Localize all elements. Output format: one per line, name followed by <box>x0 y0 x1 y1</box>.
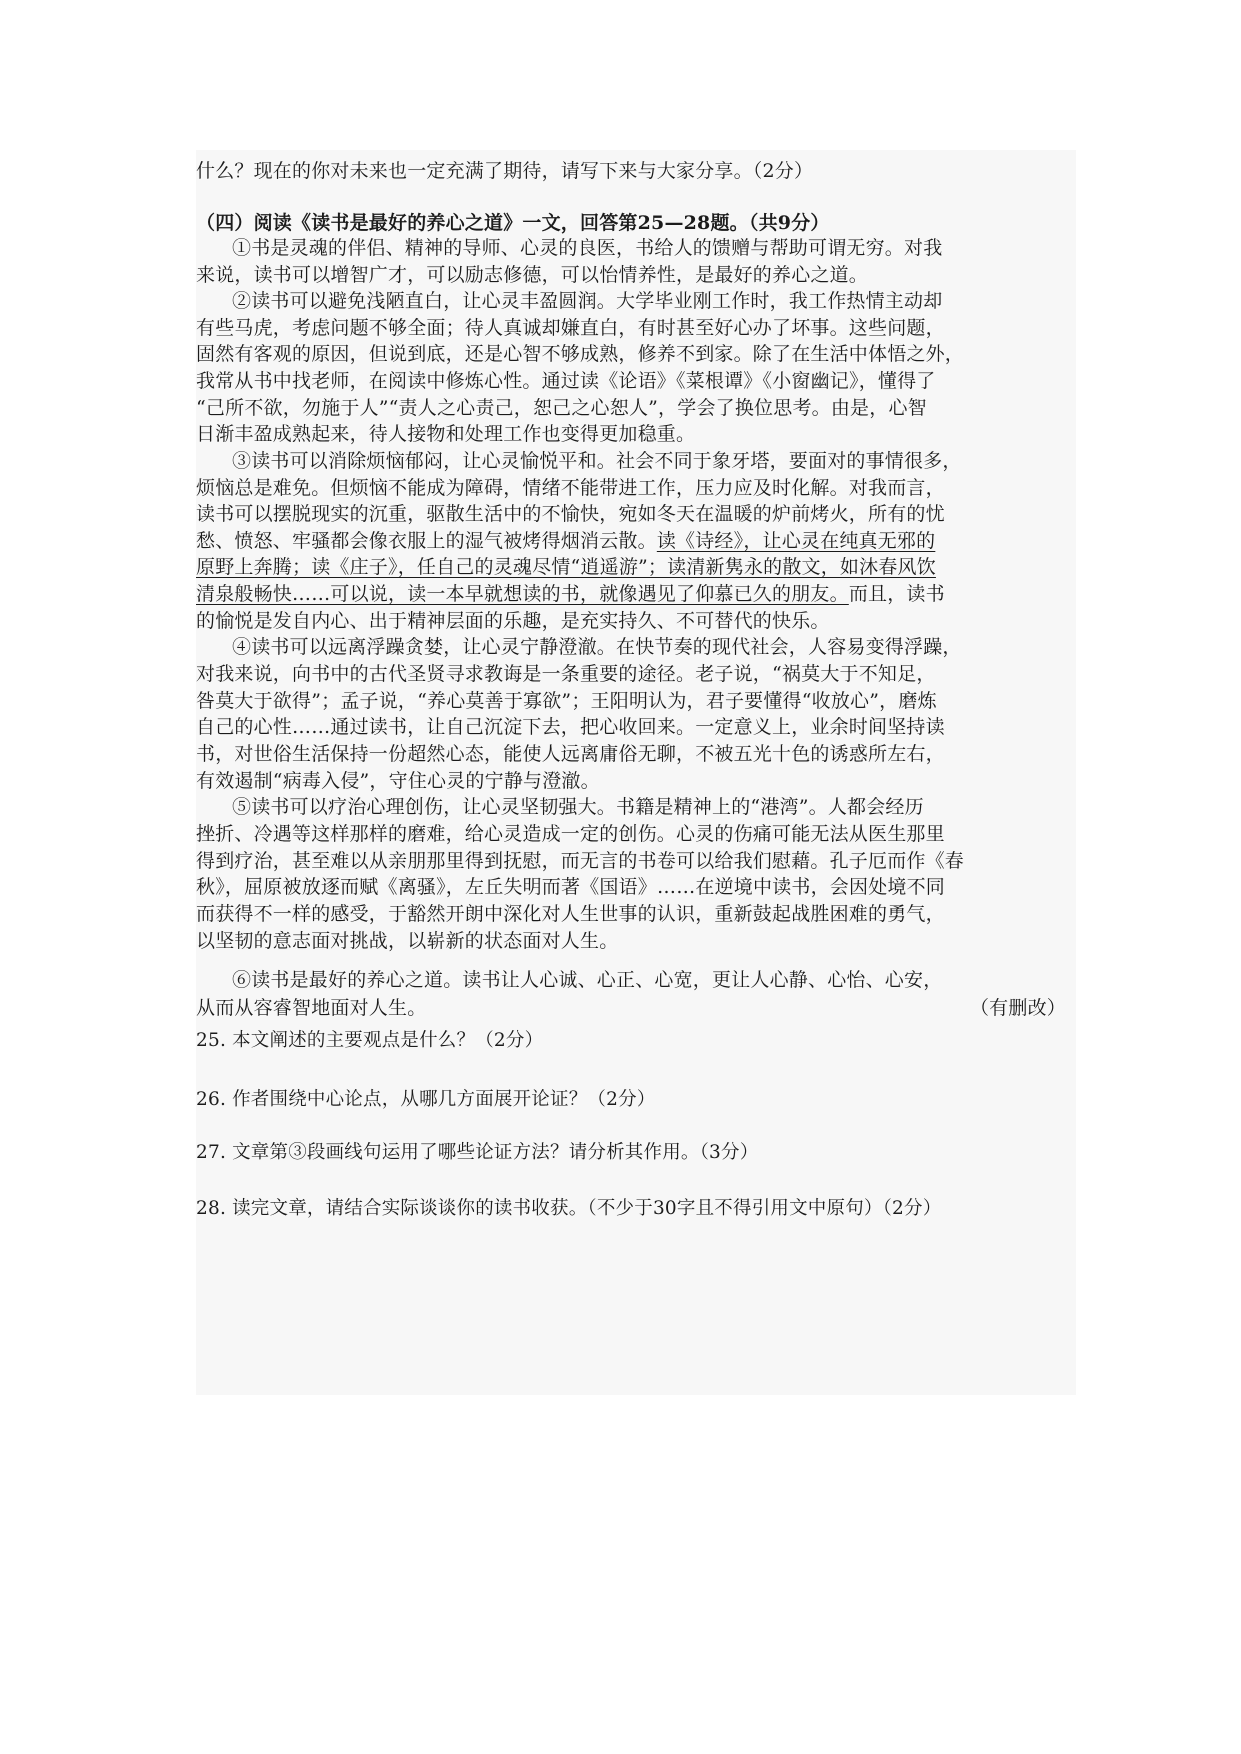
paragraph-4-line: 对我来说，向书中的古代圣贤寻求教诲是一条重要的途径。老子说，“祸莫大于不知足， <box>196 663 936 685</box>
underlined-sentence: 读《诗经》，让心灵在纯真无邪的 <box>656 530 936 552</box>
paragraph-5-line: 秋》，屈原被放逐而赋《离骚》，左丘失明而著《国语》……在逆境中读书，会因处境不同 <box>196 876 946 898</box>
paragraph-3-line: 烦恼总是难免。但烦恼不能成为障碍，情绪不能带进工作，压力应及时化解。对我而言， <box>196 477 945 499</box>
question-28: 28. 读完文章，请结合实际谈谈你的读书收获。（不少于30字且不得引用文中原句）（2分） <box>196 1198 942 1219</box>
paragraph-2-line: 固然有客观的原因，但说到底，还是心智不够成熟，修养不到家。除了在生活中体悟之外， <box>196 343 965 365</box>
scanned-exam-page <box>196 150 1076 1395</box>
paragraph-4-line: ④读书可以远离浮躁贪婪，让心灵宁静澄澈。在快节奏的现代社会，人容易变得浮躁， <box>232 636 962 658</box>
paragraph-3-line: ③读书可以消除烦恼郁闷，让心灵愉悦平和。社会不同于象牙塔，要面对的事情很多， <box>232 450 962 472</box>
paragraph-6-line: ⑥读书是最好的养心之道。读书让人心诚、心正、心宽，更让人心静、心怡、心安， <box>232 969 943 991</box>
paragraph-2-line: 我常从书中找老师，在阅读中修炼心性。通过读《论语》《菜根谭》《小窗幽记》，懂得了 <box>196 370 936 392</box>
paragraph-3-line: 读书可以摆脱现实的沉重，驱散生活中的不愉快，宛如冬天在温暖的炉前烤火，所有的忧 <box>196 503 945 525</box>
paragraph-1-line: ①书是灵魂的伴侣、精神的导师、心灵的良医，书给人的馈赠与帮助可谓无穷。对我 <box>232 237 943 259</box>
paragraph-5-line: 以坚韧的意志面对挑战，以崭新的状态面对人生。 <box>196 930 619 952</box>
paragraph-6-line <box>196 995 1076 1021</box>
paragraph-3-plain-text: 而且，读书 <box>848 583 945 605</box>
underlined-sentence: 清泉般畅快……可以说，读一本早就想读的书，就像遇见了仰慕已久的朋友。 <box>196 583 849 605</box>
paragraph-4-line: 书，对世俗生活保持一份超然心态，能使人远离庸俗无聊，不被五光十色的诱惑所左右， <box>196 743 945 765</box>
paragraph-5-line: ⑤读书可以疗治心理创伤，让心灵坚韧强大。书籍是精神上的“港湾”。人都会经历 <box>232 796 924 818</box>
paragraph-4-line: 自己的心性……通过读书，让自己沉淀下去，把心收回来。一定意义上，业余时间坚持读 <box>196 716 945 738</box>
previous-question-tail: 什么？现在的你对未来也一定充满了期待，请写下来与大家分享。（2分） <box>196 160 814 182</box>
paragraph-4-line: 咎莫大于欲得”；孟子说，“养心莫善于寡欲”；王阳明认为，君子要懂得“收放心”，磨炼 <box>196 690 937 712</box>
question-25: 25. 本文阐述的主要观点是什么？（2分） <box>196 1030 544 1051</box>
paragraph-5-line: 而获得不一样的感受，于豁然开朗中深化对人生世事的认识，重新鼓起战胜困难的勇气， <box>196 903 945 925</box>
source-note: （有删改） <box>969 997 1066 1019</box>
paragraph-2-line: 有些马虎，考虑问题不够全面；待人真诚却嫌直白，有时甚至好心办了坏事。这些问题， <box>196 317 945 339</box>
question-26: 26. 作者围绕中心论点，从哪几方面展开论证？（2分） <box>196 1089 656 1110</box>
paragraph-4-line: 有效遏制“病毒入侵”，守住心灵的宁静与澄澈。 <box>196 770 600 792</box>
paragraph-5-line: 挫折、冷遇等这样那样的磨难，给心灵造成一定的创伤。心灵的伤痛可能无法从医生那里 <box>196 823 945 845</box>
paragraph-5-line: 得到疗治，甚至难以从亲朋那里得到抚慰，而无言的书卷可以给我们慰藉。孔子厄而作《春 <box>196 850 965 872</box>
paragraph-3-line <box>196 581 1076 607</box>
paragraph-2-line: ②读书可以避免浅陋直白，让心灵丰盈圆润。大学毕业刚工作时，我工作热情主动却 <box>232 290 943 312</box>
paragraph-2-line: 日渐丰盈成熟起来，待人接物和处理工作也变得更加稳重。 <box>196 423 696 445</box>
paragraph-3-line: 的愉悦是发自内心、出于精神层面的乐趣，是充实持久、不可替代的快乐。 <box>196 610 830 632</box>
paragraph-2-line: “己所不欲，勿施于人”“责人之心责己，恕己之心恕人”，学会了换位思考。由是，心智 <box>196 397 927 419</box>
paragraph-3-plain-text: 愁、愤怒、牢骚都会像衣服上的湿气被烤得烟消云散。 <box>196 530 657 552</box>
paragraph-3-line <box>196 528 1076 554</box>
question-27: 27. 文章第③段画线句运用了哪些论证方法？请分析其作用。（3分） <box>196 1142 759 1163</box>
section-header: （四）阅读《读书是最好的养心之道》一文，回答第25—28题。（共9分） <box>196 212 830 234</box>
paragraph-6-text: 从而从容睿智地面对人生。 <box>196 997 427 1019</box>
paragraph-1-line: 来说，读书可以增智广才，可以励志修德，可以怡情养性，是最好的养心之道。 <box>196 264 869 286</box>
underlined-sentence: 原野上奔腾；读《庄子》，任自己的灵魂尽情“逍遥游”；读清新隽永的散文，如沐春风饮 <box>196 556 936 578</box>
